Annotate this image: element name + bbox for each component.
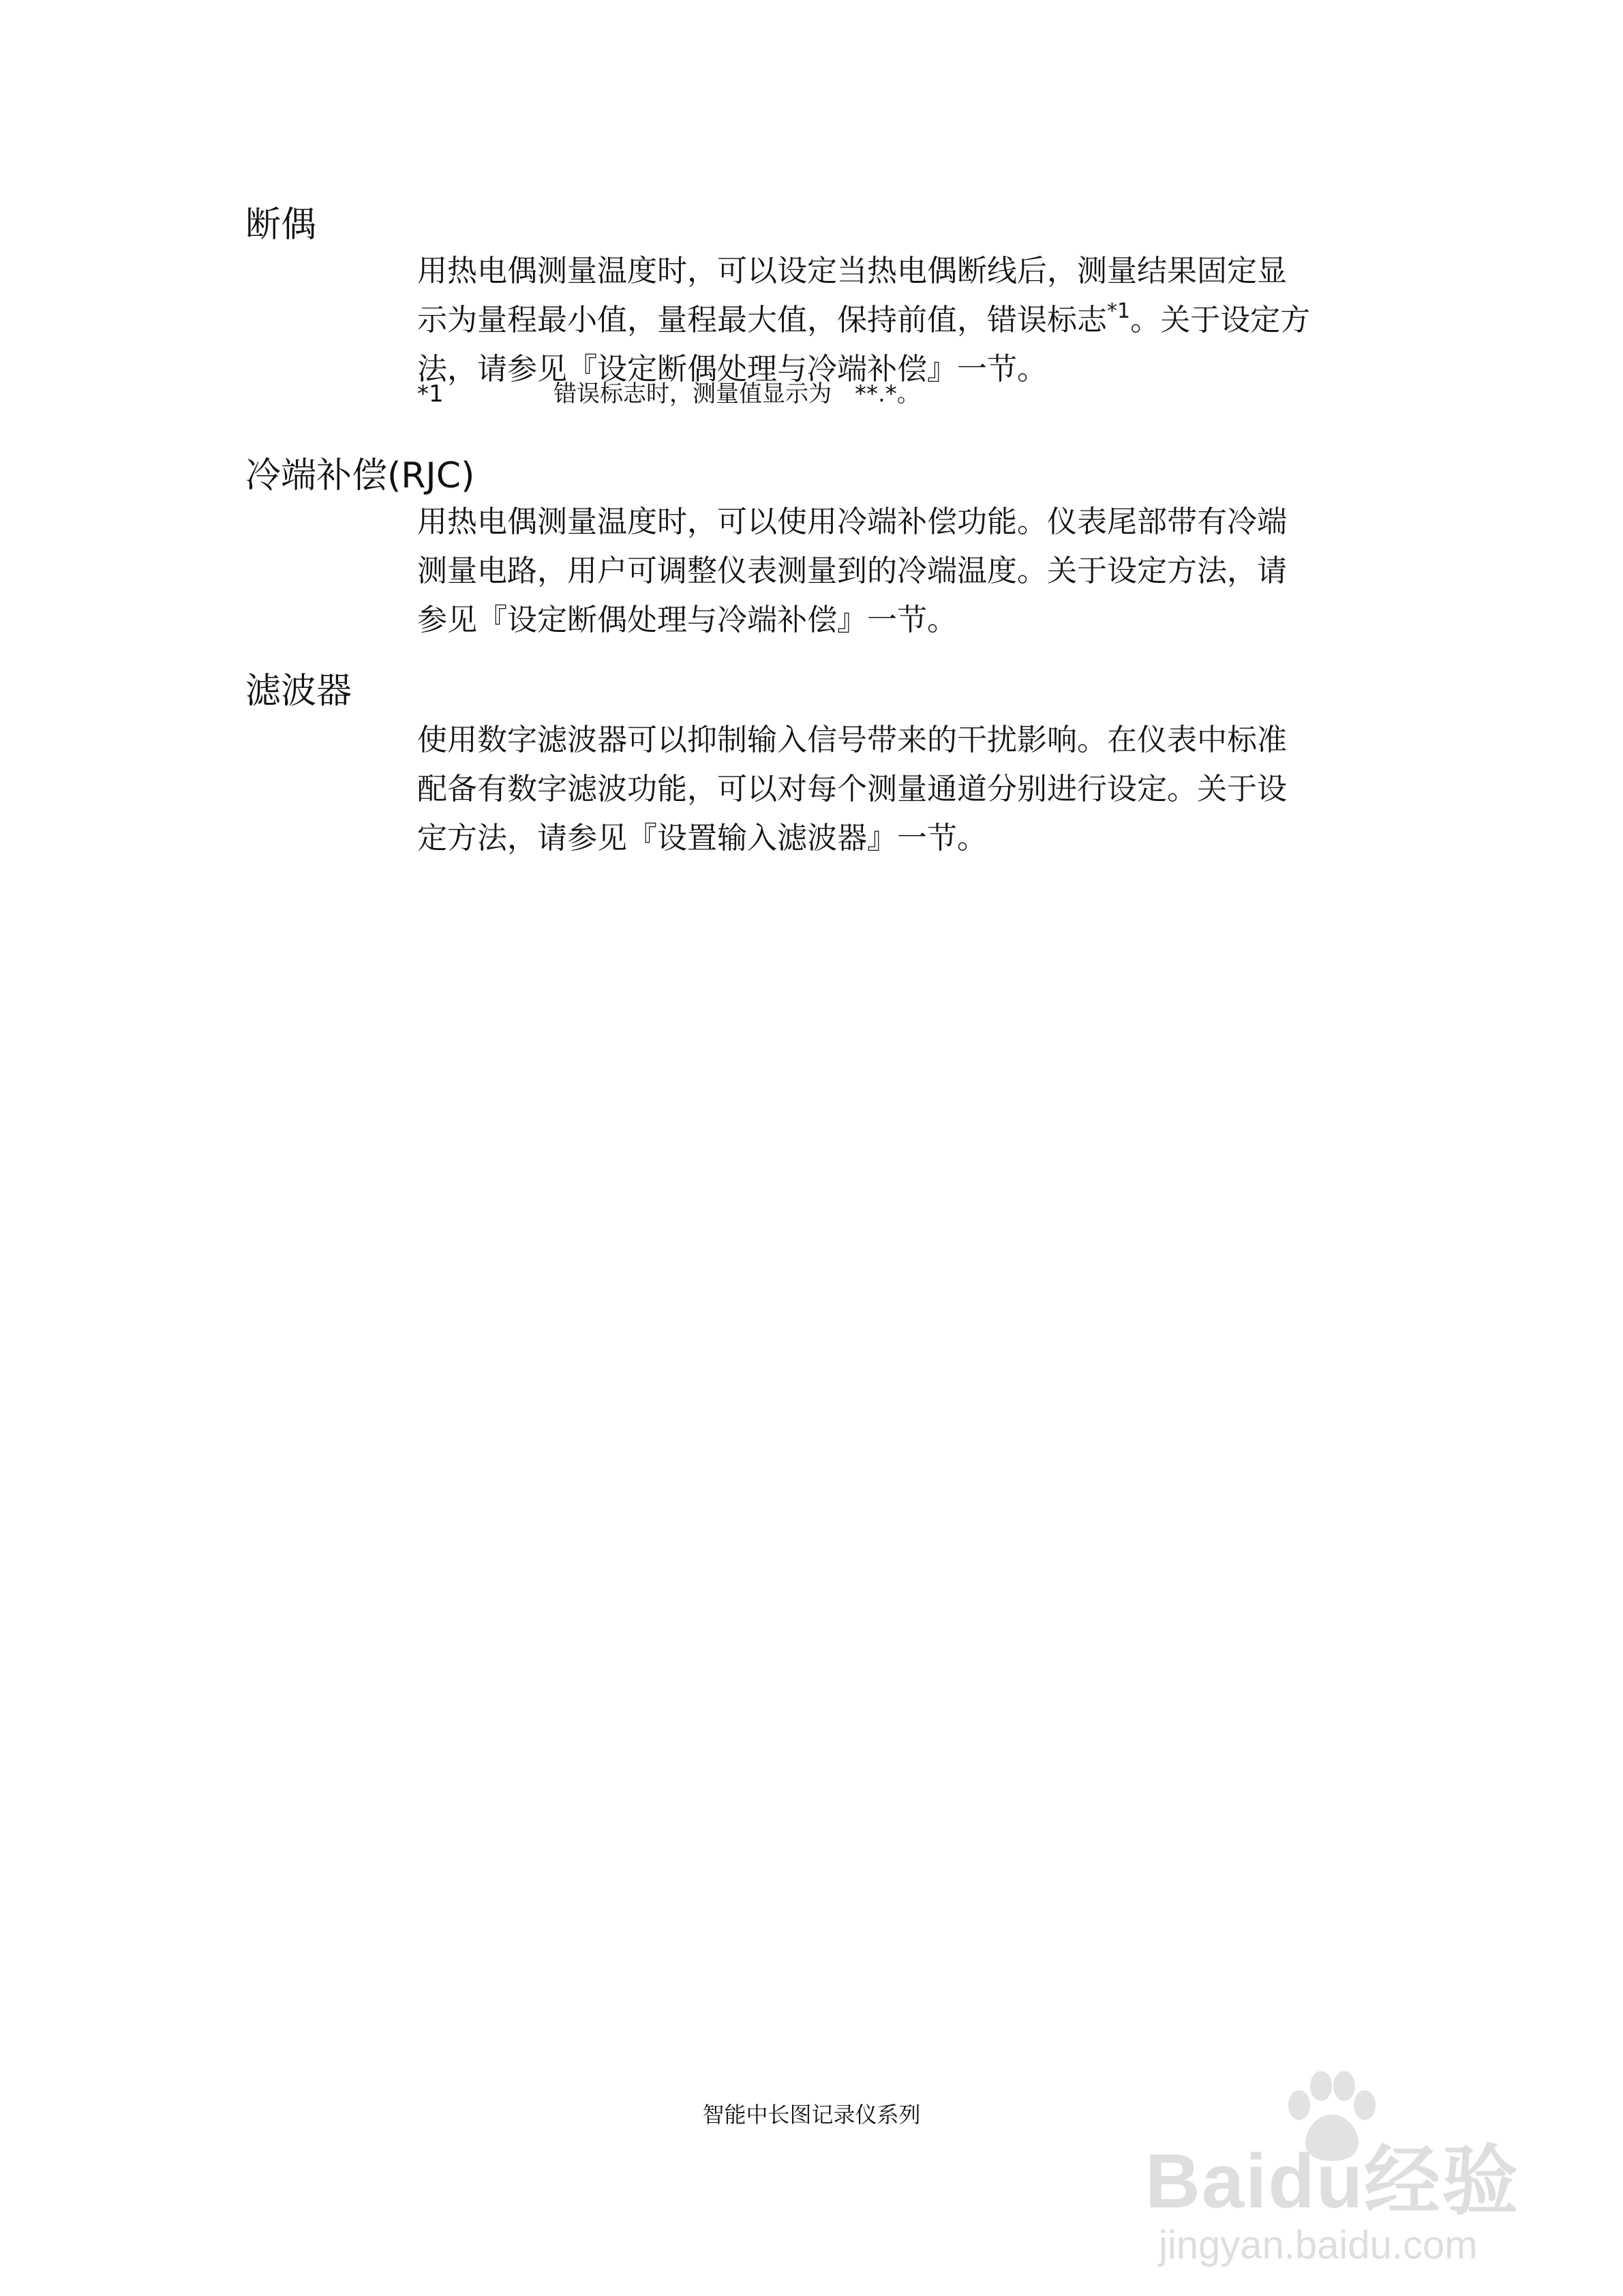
section-body-burnout [417,247,1385,394]
section-heading-burnout: 断偶 [245,205,317,245]
section-body-filter [417,716,1385,863]
body-line-tail: 。关于设定方 [1130,303,1311,337]
watermark-url: jingyan.baidu.com [1159,2223,1478,2267]
body-line: 定方法，请参见『设置输入滤波器』一节。 [417,821,987,856]
footnote-reference: *1 [1107,299,1131,323]
body-line: 用热电偶测量温度时，可以设定当热电偶断线后，测量结果固定显 [417,254,1287,288]
body-line: 用热电偶测量温度时，可以使用冷端补偿功能。仪表尾部带有冷端 [417,504,1287,539]
footnote-mark: *1 [417,380,444,408]
section-body-rjc [417,498,1385,645]
section-heading-rjc: 冷端补偿(RJC) [245,455,475,496]
body-line: 配备有数字滤波功能，可以对每个测量通道分别进行设定。关于设 [417,772,1287,806]
page-footer: 智能中长图记录仪系列 [702,2102,921,2128]
body-line: 参见『设定断偶处理与冷端补偿』一节。 [417,603,957,637]
section-heading-filter: 滤波器 [245,671,352,712]
watermark [1145,2066,1568,2270]
watermark-logo: Baidu经验 [1145,2139,1520,2224]
body-line-with-footnote [417,296,1385,345]
footnote-text: 错误标志时，测量值显示为 **.*。 [553,380,920,408]
body-line-text: 示为量程最小值，量程最大值，保持前值，错误标志 [417,303,1107,337]
body-line: 法，请参见『设定断偶处理与冷端补偿』一节。 [417,352,1047,387]
body-line: 测量电路，用户可调整仪表测量到的冷端温度。关于设定方法，请 [417,554,1287,588]
footnote [417,379,920,409]
body-line: 使用数字滤波器可以抑制输入信号带来的干扰影响。在仪表中标准 [417,723,1287,757]
